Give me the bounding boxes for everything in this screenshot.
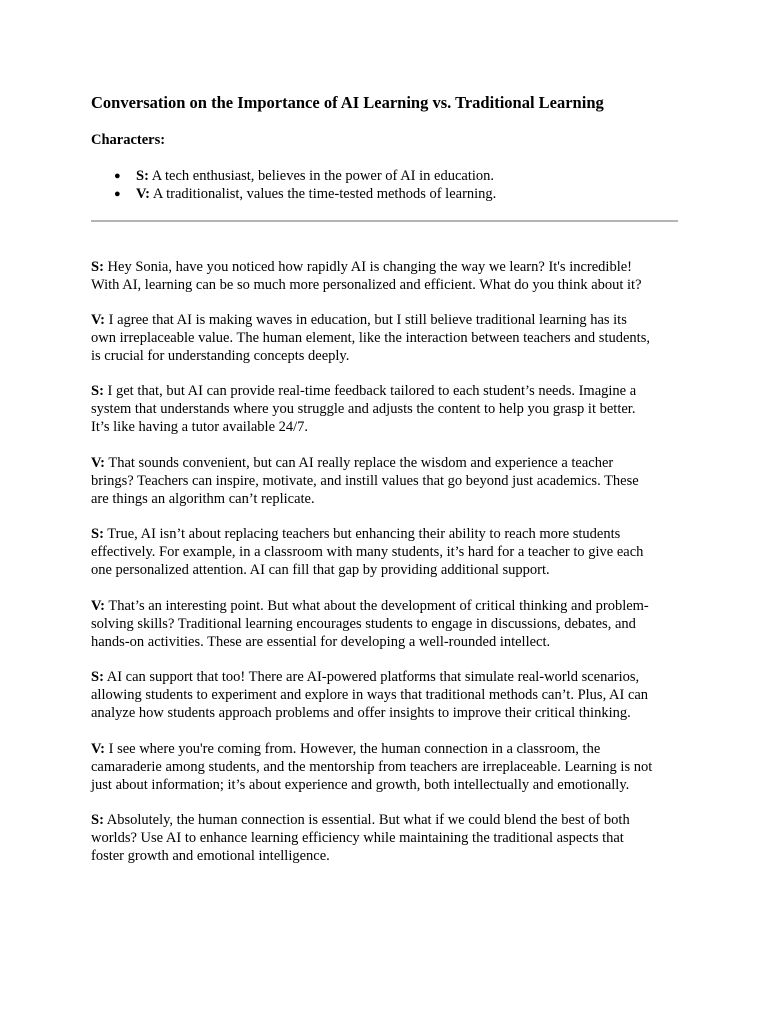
dialogue-line: It’s like having a tutor available 24/7. bbox=[91, 419, 309, 435]
dialogue-paragraph bbox=[91, 454, 681, 508]
dialogue-line: are things an algorithm can’t replicate. bbox=[91, 491, 315, 507]
dialogue-line: Absolutely, the human connection is essential. But what if we could blend the best of both bbox=[106, 812, 630, 828]
dialogue-line: I see where you're coming from. However, the human connection in a classroom, the bbox=[108, 741, 601, 757]
dialogue-line: just about information; it’s about experience and growth, both intellectually and emotionally. bbox=[91, 777, 630, 793]
dialogue-line: system that understands where you struggle and adjusts the content to help you grasp it better. bbox=[91, 401, 636, 417]
dialogue-line: True, AI isn’t about replacing teachers but enhancing their ability to reach more students bbox=[107, 526, 621, 542]
dialogue-line: hands-on activities. These are essential for developing a well-rounded intellect. bbox=[91, 634, 551, 650]
character-description: A tech enthusiast, believes in the power of AI in education. bbox=[151, 168, 495, 184]
dialogue-line: effectively. For example, in a classroom with many students, it’s hard for a teacher to give each bbox=[91, 544, 644, 560]
bullet-icon: ● bbox=[114, 170, 121, 182]
dialogue-paragraph bbox=[91, 258, 681, 294]
dialogue-line: Hey Sonia, have you noticed how rapidly AI is changing the way we learn? It's incredible! bbox=[107, 259, 632, 275]
characters-heading: Characters: bbox=[91, 132, 166, 148]
speaker-label: V: bbox=[91, 455, 105, 471]
dialogue-line: That sounds convenient, but can AI really replace the wisdom and experience a teacher bbox=[108, 455, 614, 471]
horizontal-divider bbox=[91, 220, 678, 222]
dialogue-paragraph bbox=[91, 382, 681, 436]
dialogue-line: camaraderie among students, and the mentorship from teachers are irreplaceable. Learning is not bbox=[91, 759, 653, 775]
character-tag: V: bbox=[136, 186, 150, 202]
character-description: A traditionalist, values the time-tested methods of learning. bbox=[152, 186, 497, 202]
bullet-icon: ● bbox=[114, 188, 121, 200]
speaker-label: V: bbox=[91, 741, 105, 757]
dialogue-paragraph bbox=[91, 525, 681, 579]
character-item bbox=[91, 185, 496, 203]
characters-list bbox=[91, 167, 496, 203]
dialogue-line: own irreplaceable value. The human element, like the interaction between teachers and students, bbox=[91, 330, 650, 346]
dialogue-line: AI can support that too! There are AI-powered platforms that simulate real-world scenarios, bbox=[106, 669, 640, 685]
dialogue-line: foster growth and emotional intelligence. bbox=[91, 848, 330, 864]
dialogue-line: That’s an interesting point. But what about the development of critical thinking and problem- bbox=[108, 598, 649, 614]
dialogue-line: is crucial for understanding concepts deeply. bbox=[91, 348, 350, 364]
dialogue-line: brings? Teachers can inspire, motivate, and instill values that go beyond just academics. These bbox=[91, 473, 639, 489]
dialogue-line: one personalized attention. AI can fill that gap by providing additional support. bbox=[91, 562, 550, 578]
speaker-label: S: bbox=[91, 383, 104, 399]
dialogue-line: With AI, learning can be so much more personalized and efficient. What do you think about it? bbox=[91, 277, 642, 293]
speaker-label: S: bbox=[91, 669, 104, 685]
speaker-label: S: bbox=[91, 526, 104, 542]
dialogue-paragraph bbox=[91, 668, 681, 722]
character-tag: S: bbox=[136, 168, 149, 184]
dialogue-line: allowing students to experiment and explore in ways that traditional methods can’t. Plus, AI can bbox=[91, 687, 649, 703]
speaker-label: S: bbox=[91, 812, 104, 828]
dialogue-line: I get that, but AI can provide real-time feedback tailored to each student’s needs. Imagine a bbox=[107, 383, 637, 399]
dialogue-line: analyze how students approach problems and offer insights to improve their critical thinking. bbox=[91, 705, 631, 721]
speaker-label: V: bbox=[91, 598, 105, 614]
dialogue-line: solving skills? Traditional learning encourages students to engage in discussions, debates, and bbox=[91, 616, 636, 632]
dialogue-paragraph bbox=[91, 811, 681, 865]
dialogue-line: worlds? Use AI to enhance learning efficiency while maintaining the traditional aspects that bbox=[91, 830, 624, 846]
dialogue-paragraph bbox=[91, 740, 681, 794]
speaker-label: S: bbox=[91, 259, 104, 275]
dialogue-line: I agree that AI is making waves in education, but I still believe traditional learning has its bbox=[108, 312, 627, 328]
dialogue-paragraph bbox=[91, 311, 681, 365]
character-item bbox=[91, 167, 496, 185]
document-title: Conversation on the Importance of AI Learning vs. Traditional Learning bbox=[91, 93, 604, 112]
speaker-label: V: bbox=[91, 312, 105, 328]
dialogue-paragraph bbox=[91, 597, 681, 651]
